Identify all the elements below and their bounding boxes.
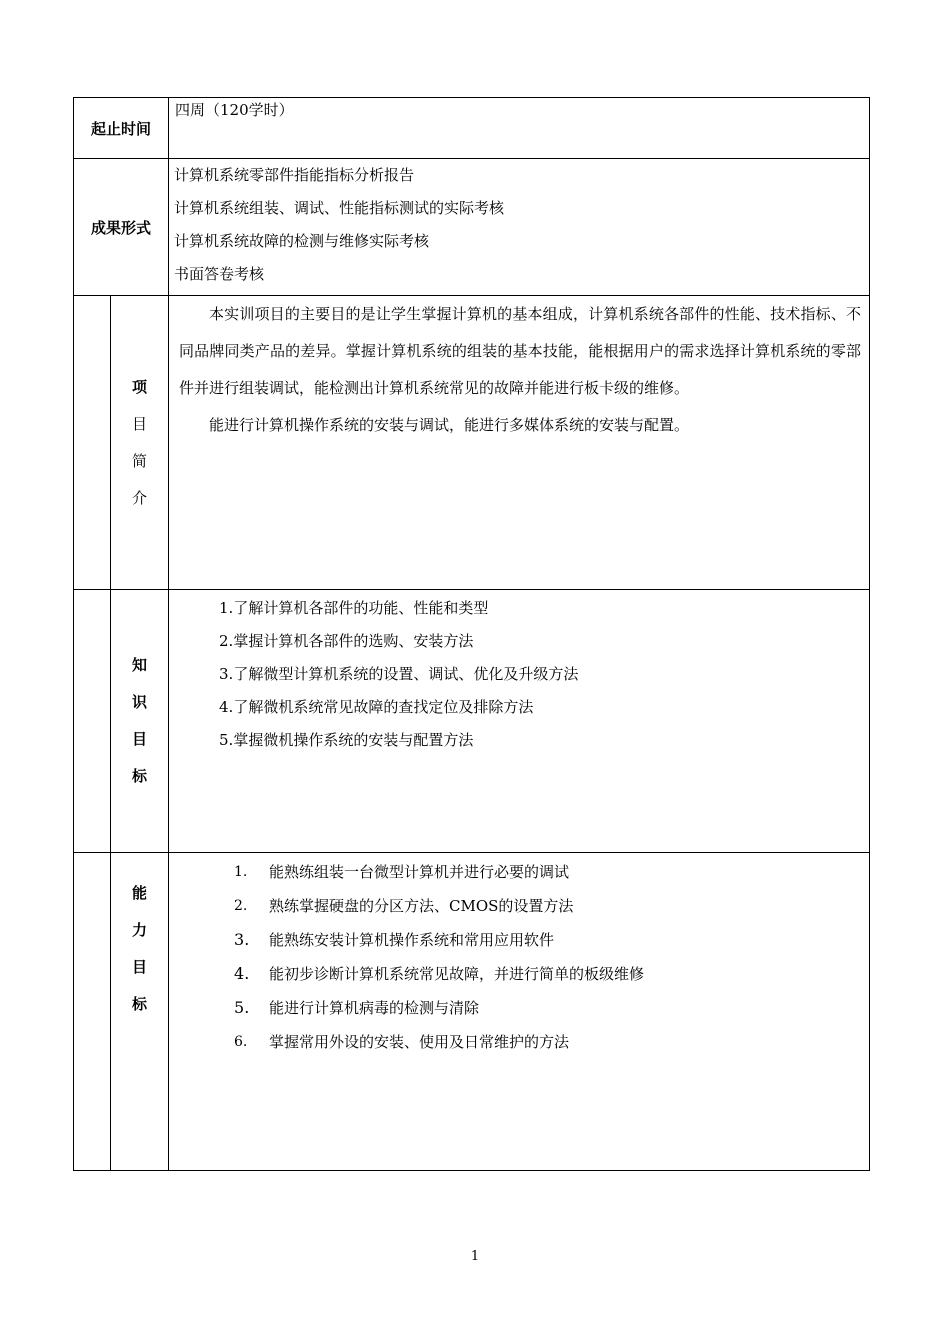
ability-list xyxy=(169,853,869,1059)
knowledge-label-char: 标 xyxy=(132,767,148,785)
result-item: 书面答卷考核 xyxy=(174,265,265,283)
intro-left-margin xyxy=(74,296,111,590)
result-item: 计算机系统零部件指能指标分析报告 xyxy=(174,166,415,184)
ability-label-char: 能 xyxy=(132,884,148,902)
knowledge-label-char: 识 xyxy=(132,693,148,711)
ability-item-text: 熟练掌握硬盘的分区方法、CMOS的设置方法 xyxy=(269,897,574,915)
knowledge-label xyxy=(111,647,168,795)
time-row xyxy=(74,98,870,159)
knowledge-left-margin xyxy=(74,590,111,853)
ability-label xyxy=(111,853,168,1023)
ability-item-text: 能初步诊断计算机系统常见故障，并进行简单的板级维修 xyxy=(269,965,645,983)
ability-item-text: 能进行计算机病毒的检测与清除 xyxy=(269,999,480,1017)
intro-paragraph: 能进行计算机操作系统的安装与调试，能进行多媒体系统的安装与配置。 xyxy=(209,416,690,434)
knowledge-row xyxy=(74,590,870,853)
ability-row xyxy=(74,853,870,1171)
intro-text-cell xyxy=(169,296,870,590)
ability-item-text: 能熟练组装一台微型计算机并进行必要的调试 xyxy=(269,863,570,881)
ability-item xyxy=(234,991,869,1025)
ability-item xyxy=(234,957,869,991)
ability-label-cell xyxy=(111,853,169,1171)
knowledge-item: 4.了解微机系统常见故障的查找定位及排除方法 xyxy=(219,698,534,716)
ability-item-number: 1. xyxy=(234,864,248,880)
ability-item xyxy=(234,855,869,889)
knowledge-list xyxy=(169,590,869,757)
ability-label-char: 力 xyxy=(132,921,148,939)
intro-label-char: 目 xyxy=(132,414,148,433)
time-value: 四周（120学时） xyxy=(175,101,294,119)
ability-item-number: 4. xyxy=(234,964,250,983)
time-value-cell xyxy=(169,98,870,159)
ability-item-number: 2. xyxy=(234,898,248,914)
ability-left-margin xyxy=(74,853,111,1171)
knowledge-label-char: 目 xyxy=(132,730,148,748)
intro-label-cell xyxy=(111,296,169,590)
intro-paragraph: 本实训项目的主要目的是让学生掌握计算机的基本组成，计算机系统各部件的性能、技术指标、不同品牌同类产品的差异。掌握计算机系统的组装的基本技能，能根据用户的需求选择计算机系统的零部件并进行组装调试，能检测出计算机系统常见的故障并能进行板卡级的维修。 xyxy=(179,305,862,397)
intro-label-char: 介 xyxy=(132,488,148,507)
ability-item-text: 能熟练安装计算机操作系统和常用应用软件 xyxy=(269,931,555,949)
ability-item-number: 5. xyxy=(234,998,250,1017)
knowledge-item: 3.了解微型计算机系统的设置、调试、优化及升级方法 xyxy=(219,665,579,683)
ability-text-cell xyxy=(169,853,870,1171)
ability-item xyxy=(234,923,869,957)
knowledge-item: 5.掌握微机操作系统的安装与配置方法 xyxy=(219,731,474,749)
ability-item-number: 3. xyxy=(234,930,250,949)
knowledge-label-char: 知 xyxy=(132,656,148,674)
knowledge-item: 2.掌握计算机各部件的选购、安装方法 xyxy=(219,632,474,650)
result-label: 成果形式 xyxy=(74,159,169,296)
ability-item-text: 掌握常用外设的安装、使用及日常维护的方法 xyxy=(269,1033,570,1051)
result-value-cell xyxy=(169,159,870,296)
result-item: 计算机系统组装、调试、性能指标测试的实际考核 xyxy=(174,199,505,217)
ability-item xyxy=(234,889,869,923)
knowledge-label-cell xyxy=(111,590,169,853)
page-number: 1 xyxy=(470,1249,480,1264)
result-item: 计算机系统故障的检测与维修实际考核 xyxy=(174,232,430,250)
knowledge-text-cell xyxy=(169,590,870,853)
ability-item-number: 6. xyxy=(234,1034,248,1050)
course-info-table xyxy=(73,97,870,1171)
result-row xyxy=(74,159,870,296)
intro-label xyxy=(111,369,168,517)
ability-label-char: 标 xyxy=(132,995,148,1013)
intro-row xyxy=(74,296,870,590)
intro-label-char: 简 xyxy=(132,451,148,470)
result-list xyxy=(169,159,869,291)
intro-label-char: 项 xyxy=(132,377,148,396)
time-label: 起止时间 xyxy=(74,98,169,159)
ability-item xyxy=(234,1025,869,1059)
ability-label-char: 目 xyxy=(132,958,148,976)
knowledge-item: 1.了解计算机各部件的功能、性能和类型 xyxy=(219,599,489,617)
